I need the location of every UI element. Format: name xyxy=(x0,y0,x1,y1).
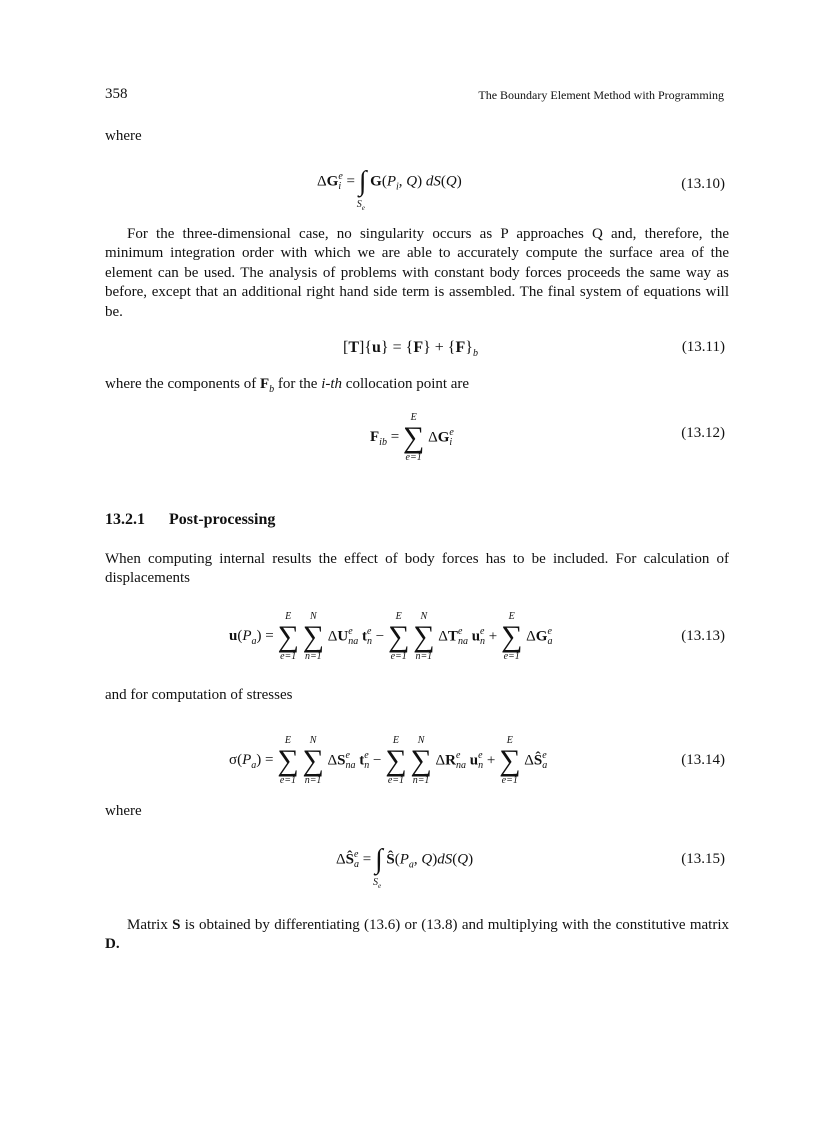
equation-number-13-15: (13.15) xyxy=(681,851,725,867)
running-title: The Boundary Element Method with Programming xyxy=(478,88,724,102)
equation-13-10: ΔG e i = ∫ $S_e$ $G(P_i$, Q) dS(Q) xyxy=(317,166,462,212)
section-number: 13.2.1 xyxy=(105,511,145,528)
equation-13-13: $u(P_a)$ = E ∑ e=1 N ∑ n=1 ΔU e na t e n − E ∑ e=1 N ∑ n=1 ΔT e na u e n + E ∑ e=1 ΔG e a xyxy=(229,611,553,662)
equation-13-15: ΔŜ e a = ∫ $S_e$ $Ŝ(P_a$, Q)dS(Q) xyxy=(336,844,474,890)
where-label-2: where xyxy=(105,803,142,819)
page-number: 358 xyxy=(105,86,128,102)
components-sentence: where the components of $F_b$ for the i-th collocation point are xyxy=(105,376,470,395)
equation-number-13-11: (13.11) xyxy=(681,339,725,355)
section-title: Post-processing xyxy=(169,511,276,528)
paragraph-body-forces: For the three-dimensional case, no singularity occurs as P approaches Q and, therefore, the minimum integration order with which we are able to accurately compute the surface area of the element can be used. The analysis of problems with constant body forces proceeds the same way as before, except that an additional right hand side term is assembled. The final system of equations will be. xyxy=(105,226,729,320)
where-label-1: where xyxy=(105,128,142,144)
equation-number-13-12: (13.12) xyxy=(681,425,725,441)
equation-13-11: $[T]\{u\} = \{F\} + \{F\}_b$ xyxy=(343,339,478,360)
paragraph-internal-results: When computing internal results the effect of body forces has to be included. For calculation of displacements xyxy=(105,551,729,587)
stresses-sentence: and for computation of stresses xyxy=(105,687,293,703)
equation-13-12: $F_{ib}$ = E ∑ e=1 ΔG e i xyxy=(370,412,454,463)
equation-number-13-10: (13.10) xyxy=(681,176,725,192)
equation-number-13-14: (13.14) xyxy=(681,752,725,768)
section-heading xyxy=(105,511,275,529)
equation-13-14: $\sigma(P_a)$ = E ∑ e=1 N ∑ n=1 ΔS e na t e n − E ∑ e=1 N ∑ n=1 ΔR e na u e n + E ∑ e=1 ΔŜ e a xyxy=(229,735,548,786)
equation-number-13-13: (13.13) xyxy=(681,628,725,644)
paragraph-matrix-s: Matrix S is obtained by differentiating (13.6) or (13.8) and multiplying with the constitutive matrix D. xyxy=(105,917,729,953)
